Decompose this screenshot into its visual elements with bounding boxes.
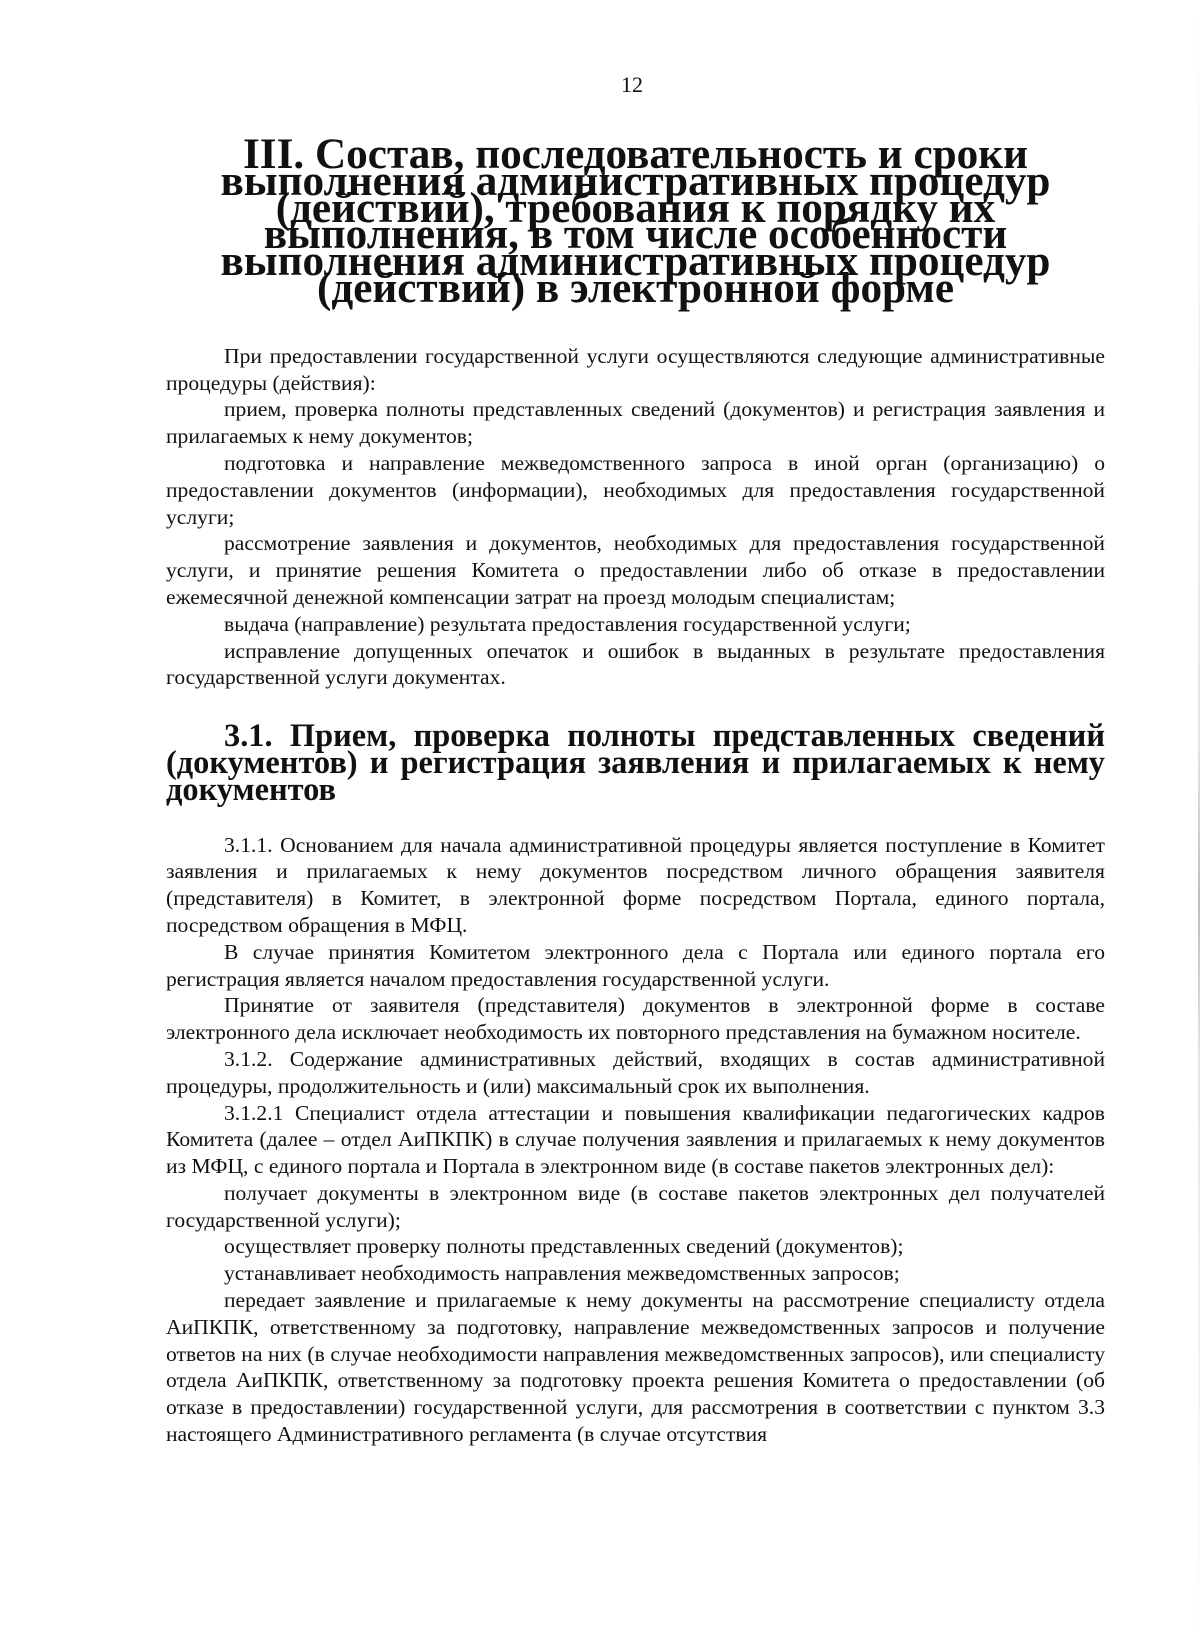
paragraph: 3.1.1. Основанием для начала административной процедуры является поступление в Комитет заявления и прилагаемых к нему документов посредством личного обращения заявителя (представителя) в Комитет, в электронной форме посредством Портала, единого портала, посредством обращения в МФЦ. bbox=[166, 832, 1105, 937]
paragraph: 3.1.2.1 Специалист отдела аттестации и повышения квалификации педагогических кадров Комитета (далее – отдел АиПКПК) в случае получения заявления и прилагаемых к нему документов из МФЦ, с единого портала и Портала в электронном виде (в составе пакетов электронных дел): bbox=[166, 1100, 1105, 1179]
list-item: получает документы в электронном виде (в составе пакетов электронных дел получателей государственной услуги); bbox=[166, 1180, 1105, 1232]
document-body bbox=[166, 131, 1105, 1448]
list-item: осуществляет проверку полноты представленных сведений (документов); bbox=[224, 1234, 904, 1259]
section-title: III. Состав, последовательность и сроки выполнения административных процедур (действий), требования к порядку их выполнения, в том числе особенности выполнения административных процедур (действий) в электронной форме bbox=[220, 131, 1051, 312]
list-item: подготовка и направление межведомственного запроса в иной орган (организацию) о предоставлении документов (информации), необходимых для предоставления государственной услуги; bbox=[166, 450, 1105, 529]
list-item: прием, проверка полноты представленных сведений (документов) и регистрация заявления и прилагаемых к нему документов; bbox=[166, 397, 1105, 449]
paragraph: 3.1.2. Содержание административных действий, входящих в состав административной процедуры, продолжительность и (или) максимальный срок их выполнения. bbox=[166, 1046, 1105, 1098]
list-item: исправление допущенных опечаток и ошибок в выданных в результате предоставления государственной услуги документах. bbox=[166, 638, 1105, 690]
subsection-title: 3.1. Прием, проверка полноты представленных сведений (документов) и регистрация заявления и прилагаемых к нему документов bbox=[166, 718, 1105, 808]
list-item: выдача (направление) результата предоставления государственной услуги; bbox=[224, 611, 911, 636]
list-item: устанавливает необходимость направления межведомственных запросов; bbox=[224, 1261, 900, 1286]
list-item: рассмотрение заявления и документов, необходимых для предоставления государственной услуги, и принятие решения Комитета о предоставлении либо об отказе в предоставлении ежемесячной денежной компенсации затрат на проезд молодым специалистам; bbox=[166, 531, 1105, 609]
paragraph: Принятие от заявителя (представителя) документов в электронной форме в составе электронного дела исключает необходимость их повторного представления на бумажном носителе. bbox=[166, 993, 1105, 1045]
paragraph: В случае принятия Комитетом электронного дела с Портала или единого портала его регистрация является началом предоставления государственной услуги. bbox=[166, 939, 1105, 991]
paragraph: При предоставлении государственной услуги осуществляются следующие административные процедуры (действия): bbox=[166, 343, 1105, 395]
page-number: 12 bbox=[621, 72, 643, 97]
list-item: передает заявление и прилагаемые к нему документы на рассмотрение специалисту отдела АиПКПК, ответственному за подготовку, направление межведомственных запросов и получение ответов на них (в случае необходимости направления межведомственных запросов), или специалисту отдела АиПКПК, ответственному за подготовку проекта решения Комитета о предоставлении (об отказе в предоставлении) государственной услуги, для рассмотрения в соответствии с пунктом 3.3 настоящего Административного регламента (в случае отсутствия bbox=[166, 1288, 1105, 1447]
